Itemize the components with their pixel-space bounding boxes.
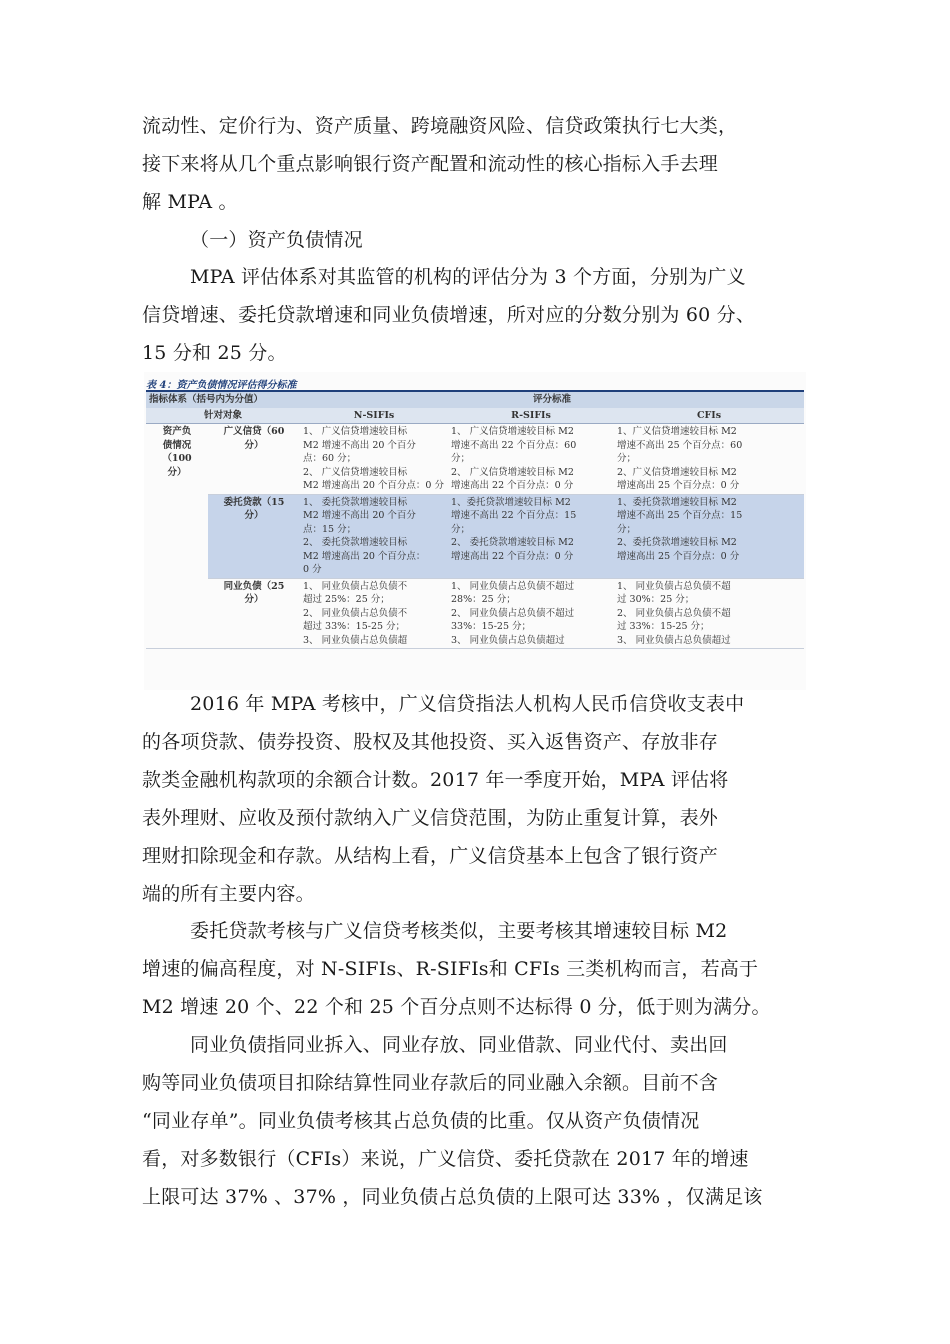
text-line: 流动性、定价行为、资产质量、跨境融资风险、信贷政策执行七大类， [142,115,738,137]
table-row [146,424,804,495]
text-line: 15 分和 25 分。 [142,342,287,364]
section-heading: （一）资产负债情况 [190,229,363,251]
header-criteria: 评分标准 [300,391,804,408]
header-system: 指标体系（括号内为分值） [146,391,300,408]
header-n-sifis: N-SIFIs [300,408,448,424]
table-header-row [146,391,804,408]
text-line: 端的所有主要内容。 [142,883,315,905]
text-line: 上限可达 37% 、37% ，同业负债占总负债的上限可达 33% ，仅满足该 [142,1186,763,1208]
text-line: 的各项贷款、债券投资、股权及其他投资、买入返售资产、存放非存 [142,731,719,753]
text-line: 表外理财、应收及预付款纳入广义信贷范围，为防止重复计算，表外 [142,807,719,829]
r-sifis-cell: 1、 广义信贷增速较目标 M2 增速不高出 22 个百分点：60 分； 2、 广义信贷增速较目标 M2 增速高出 22 个百分点：0 分 [448,424,614,495]
figure-caption: 表 4：资产负债情况评估得分标准 [146,380,297,391]
header-cfis: CFIs [614,408,804,424]
text-line: 增速的偏高程度，对 N-SIFIs、R-SIFIs和 CFIs 三类机构而言，若高于 [142,958,759,980]
text-line: MPA 评估体系对其监管的机构的评估分为 3 个方面，分别为广义 [190,266,746,288]
table-row [146,494,804,578]
text-line: 2016 年 MPA 考核中，广义信贷指法人机构人民币信贷收支表中 [190,693,745,715]
text-line: 理财扣除现金和存款。从结构上看，广义信贷基本上包含了银行资产 [142,845,719,867]
cfis-cell: 1、广义信贷增速较目标 M2 增速不高出 25 个百分点：60 分； 2、广义信贷增速较目标 M2 增速高出 25 个百分点：0 分 [614,424,804,495]
text-line: “同业存单”。同业负债考核其占总负债的比重。仅从资产负债情况 [142,1110,700,1132]
text-line: 同业负债指同业拆入、同业存放、同业借款、同业代付、卖出回 [190,1034,728,1056]
n-sifis-cell: 1、 同业负债占总负债不 超过 25%：25 分； 2、 同业负债占总负债不 超过 33%：15-25 分； 3、 同业负债占总负债超 [300,578,448,649]
cfis-cell: 1、 同业负债占总负债不超 过 30%：25 分； 2、 同业负债占总负债不超 过 33%：15-25 分； 3、 同业负债占总负债超过 [614,578,804,649]
table-row [146,578,804,649]
cfis-cell: 1、委托贷款增速较目标 M2 增速不高出 25 个百分点：15 分； 2、委托贷款增速较目标 M2 增速高出 25 个百分点：0 分 [614,494,804,578]
header-target: 针对对象 [146,408,300,424]
header-r-sifis: R-SIFIs [448,408,614,424]
n-sifis-cell: 1、 广义信贷增速较目标 M2 增速不高出 20 个百分 点：60 分； 2、 广义信贷增速较目标 M2 增速高出 20 个百分点：0 分 [300,424,448,495]
text-line: 看，对多数银行（CFIs）来说，广义信贷、委托贷款在 2017 年的增速 [142,1148,749,1170]
r-sifis-cell: 1、委托贷款增速较目标 M2 增速不高出 22 个百分点：15 分； 2、 委托贷款增速较目标 M2 增速高出 22 个百分点：0 分 [448,494,614,578]
table-subheader-row [146,408,804,424]
text-line: 款类金融机构款项的余额合计数。2017 年一季度开始，MPA 评估将 [142,769,729,791]
category-cell: 资产负 债情况 （100 分） [146,424,208,649]
text-line: M2 增速 20 个、22 个和 25 个百分点则不达标得 0 分，低于则为满分。 [142,996,771,1018]
text-line: 委托贷款考核与广义信贷考核类似，主要考核其增速较目标 M2 [190,920,728,942]
n-sifis-cell: 1、 委托贷款增速较目标 M2 增速不高出 20 个百分 点：15 分； 2、 委托贷款增速较目标 M2 增速高出 20 个百分点： 0 分 [300,494,448,578]
item-cell: 同业负债（25 分） [208,578,300,649]
text-line: 信贷增速、委托贷款增速和同业负债增速，所对应的分数分别为 60 分、 [142,304,756,326]
text-line: 解 MPA 。 [142,191,238,213]
table-figure [144,372,806,690]
item-cell: 广义信贷（60 分） [208,424,300,495]
r-sifis-cell: 1、 同业负债占总负债不超过 28%：25 分； 2、 同业负债占总负债不超过 33%：15-25 分； 3、 同业负债占总负债超过 [448,578,614,649]
text-line: 接下来将从几个重点影响银行资产配置和流动性的核心指标入手去理 [142,153,719,175]
text-line: 购等同业负债项目扣除结算性同业存款后的同业融入余额。目前不含 [142,1072,719,1094]
scoring-table [146,390,804,649]
item-cell: 委托贷款（15 分） [208,494,300,578]
